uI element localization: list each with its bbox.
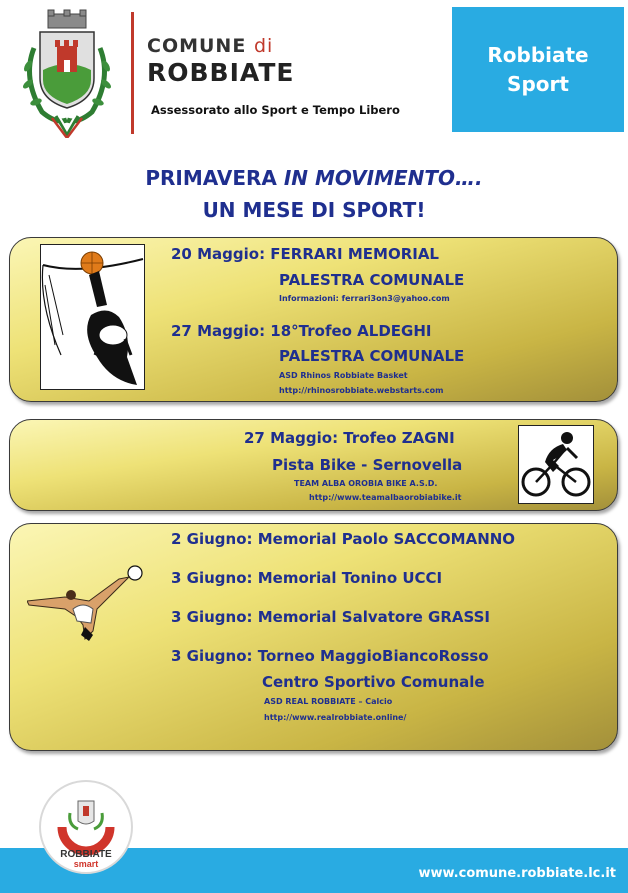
event-zagni-place: Pista Bike - Sernovella [272, 456, 463, 474]
header-divider [131, 12, 134, 134]
robbiate-sport-box [452, 7, 624, 132]
event-memorial-saccomanno: 2 Giugno: Memorial Paolo SACCOMANNO [171, 530, 516, 548]
town-name: ROBBIATE [147, 58, 295, 87]
event-ferrari-place: PALESTRA COMUNALE [279, 271, 465, 289]
cyclist-image [518, 425, 594, 504]
comune-di: di [253, 35, 274, 57]
title-primavera: PRIMAVERA [145, 166, 277, 190]
event-aldeghi-url: http://rhinosrobbiate.webstarts.com [279, 386, 444, 395]
assessorato-label: Assessorato allo Sport e Tempo Libero [151, 103, 400, 117]
event-torneo-url: http://www.realrobbiate.online/ [264, 713, 407, 722]
event-zagni-org: TEAM ALBA OROBIA BIKE A.S.D. [294, 479, 438, 488]
event-ferrari-memorial: 20 Maggio: FERRARI MEMORIAL [171, 245, 439, 263]
event-trofeo-aldeghi: 27 Maggio: 18°Trofeo ALDEGHI [171, 322, 432, 340]
comune-prefix: COMUNE [147, 35, 247, 57]
event-aldeghi-place: PALESTRA COMUNALE [279, 347, 465, 365]
event-trofeo-zagni: 27 Maggio: Trofeo ZAGNI [244, 429, 455, 447]
smart-logo-line2: smart [73, 859, 99, 869]
website-link[interactable]: www.comune.robbiate.lc.it [418, 866, 616, 881]
event-memorial-ucci: 3 Giugno: Memorial Tonino UCCI [171, 569, 443, 587]
football-kick-image [27, 565, 149, 643]
event-torneo-org: ASD REAL ROBBIATE – Calcio [264, 697, 393, 706]
event-ferrari-info: Informazioni: ferrari3on3@yahoo.com [279, 294, 450, 303]
event-zagni-url: http://www.teamalbaorobiabike.it [309, 493, 462, 502]
basketball-player-image [40, 244, 145, 390]
robbiate-smart-logo [38, 779, 134, 875]
event-torneo-place: Centro Sportivo Comunale [262, 673, 485, 691]
smart-logo-line1: ROBBIATE [60, 849, 112, 860]
page-title-line1 [0, 166, 628, 190]
page-title-line2: UN MESE DI SPORT! [202, 198, 426, 222]
sport-box-line1: Robbiate [487, 42, 589, 67]
event-memorial-grassi: 3 Giugno: Memorial Salvatore GRASSI [171, 608, 491, 626]
comune-label [147, 35, 273, 57]
event-aldeghi-org: ASD Rhinos Robbiate Basket [279, 371, 408, 380]
title-in-movimento: IN MOVIMENTO…. [283, 166, 483, 190]
event-torneo-maggiobiancorosso: 3 Giugno: Torneo MaggioBiancoRosso [171, 647, 489, 665]
coat-of-arms-logo [12, 8, 122, 138]
sport-box-line2: Sport [507, 71, 569, 96]
